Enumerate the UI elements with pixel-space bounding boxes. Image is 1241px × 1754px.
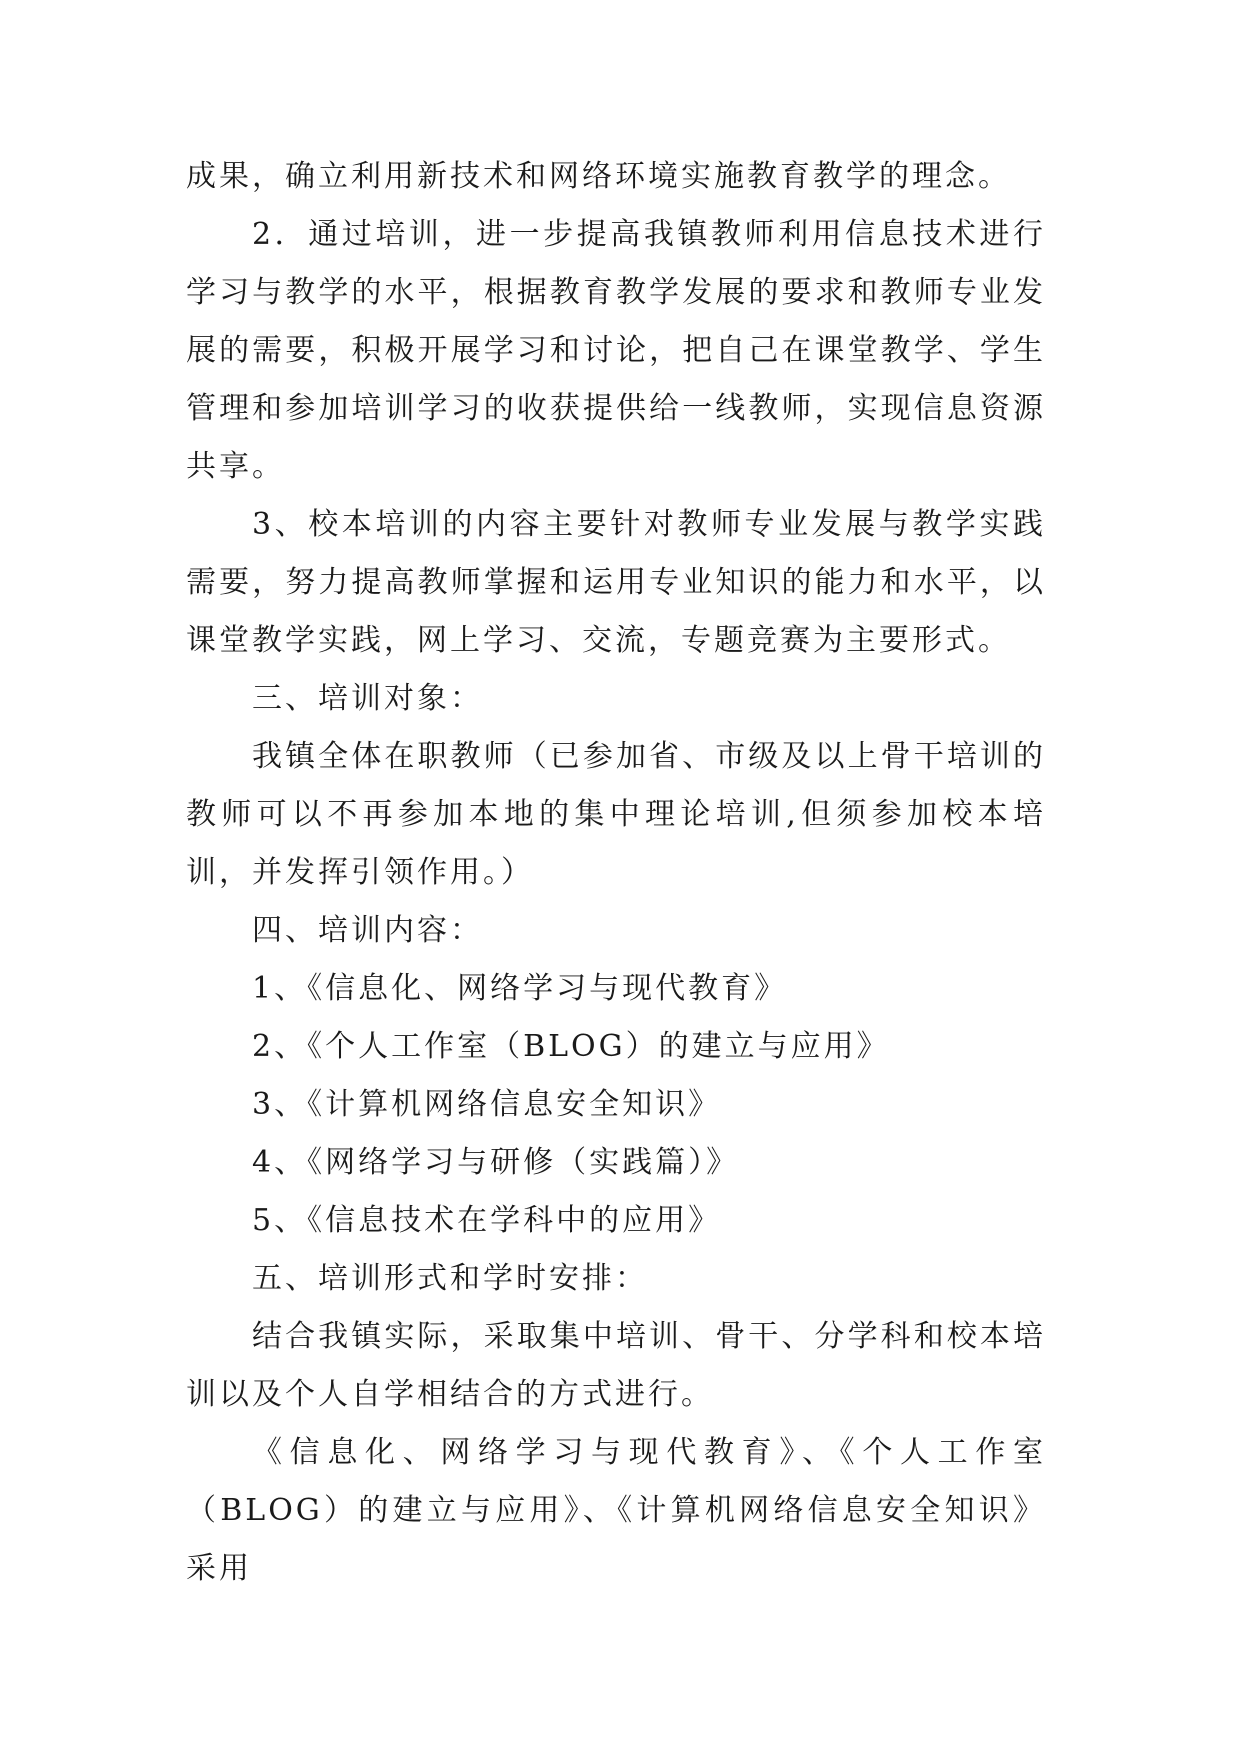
content-list-item: 2、《个人工作室（BLOG）的建立与应用》 — [252, 1029, 890, 1064]
paragraph-training-targets: 我镇全体在职教师（已参加省、市级及以上骨干培训的教师可以不再参加本地的集中理论培训,但须参加校本培训，并发挥引领作用。） — [186, 739, 1046, 890]
paragraph-training-format: 结合我镇实际，采取集中培训、骨干、分学科和校本培训以及个人自学相结合的方式进行。 — [186, 1319, 1046, 1412]
section-heading-training-targets: 三、培训对象： — [252, 681, 483, 716]
paragraph-continuation: 成果，确立利用新技术和网络环境实施教育教学的理念。 — [186, 159, 1011, 194]
content-list-item: 1、《信息化、网络学习与现代教育》 — [252, 971, 788, 1006]
section-heading-training-content: 四、培训内容： — [252, 913, 483, 948]
paragraph-item-3: 3、校本培训的内容主要针对教师专业发展与教学实践需要，努力提高教师掌握和运用专业知识的能力和水平，以课堂教学实践，网上学习、交流，专题竞赛为主要形式。 — [186, 507, 1046, 658]
content-list-item: 5、《信息技术在学科中的应用》 — [252, 1203, 722, 1238]
content-list-item: 3、《计算机网络信息安全知识》 — [252, 1087, 722, 1122]
paragraph-item-2: 2．通过培训，进一步提高我镇教师利用信息技术进行学习与教学的水平，根据教育教学发展的要求和教师专业发展的需要，积极开展学习和讨论，把自己在课堂教学、学生管理和参加培训学习的收获提供给一线教师，实现信息资源共享。 — [186, 217, 1046, 484]
section-heading-training-format: 五、培训形式和学时安排： — [252, 1261, 648, 1296]
content-list-item: 4、《网络学习与研修（实践篇）》 — [252, 1145, 740, 1180]
paragraph-course-arrangement: 《信息化、网络学习与现代教育》、《个人工作室（BLOG）的建立与应用》、《计算机网络信息安全知识》采用 — [186, 1435, 1046, 1586]
document-body — [186, 148, 1046, 1598]
